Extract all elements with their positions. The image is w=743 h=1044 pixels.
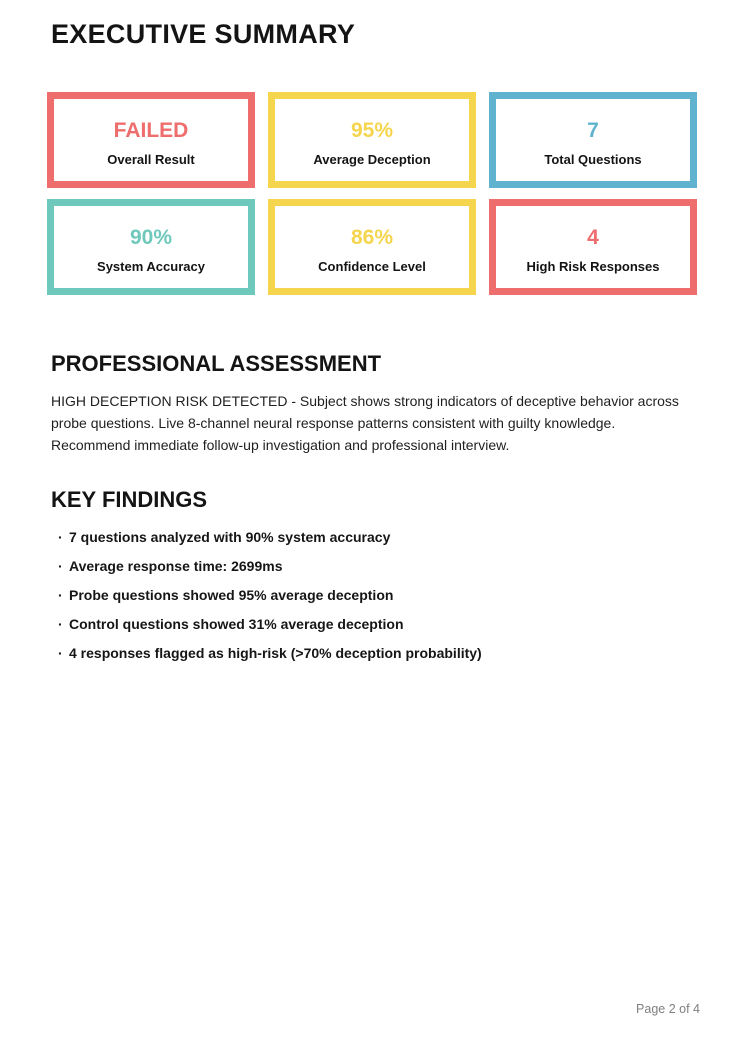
stat-value: 95% (350, 119, 394, 142)
assessment-heading: PROFESSIONAL ASSESSMENT (51, 351, 382, 376)
assessment-body-text: HIGH DECEPTION RISK DETECTED - Subject shows strong indicators of deceptive behavior across probe questions. Live 8-channel neural response patterns consistent with guilty knowledge. Recommend immediate follow-up investigation and professional interview. (51, 393, 679, 453)
finding-item: · Control questions showed 31% average deception (69, 616, 697, 633)
findings-heading: KEY FINDINGS (51, 487, 208, 512)
page-title: EXECUTIVE SUMMARY (51, 19, 356, 49)
summary-cards-grid (47, 92, 697, 295)
finding-item: · Probe questions showed 95% average deception (69, 587, 697, 604)
stat-card (268, 199, 476, 295)
finding-item: · 4 responses flagged as high-risk (>70% deception probability) (69, 645, 697, 662)
stat-value: 86% (350, 226, 394, 249)
stat-label: System Accuracy (97, 259, 205, 274)
stat-label: High Risk Responses (526, 259, 660, 274)
stat-value: 90% (129, 226, 173, 249)
stat-label: Overall Result (107, 152, 195, 167)
stat-label: Confidence Level (318, 259, 426, 274)
stat-value: FAILED (113, 119, 189, 142)
stat-label: Average Deception (313, 152, 431, 167)
findings-list (51, 529, 697, 662)
finding-item: · 7 questions analyzed with 90% system accuracy (69, 529, 697, 546)
stat-card (47, 199, 255, 295)
stat-card (489, 92, 697, 188)
finding-item: · Average response time: 2699ms (69, 558, 697, 575)
page-number: Page 2 of 4 (636, 1002, 700, 1016)
stat-card (47, 92, 255, 188)
stat-card (489, 199, 697, 295)
stat-label: Total Questions (544, 152, 642, 167)
stat-value: 4 (587, 226, 599, 249)
stat-value: 7 (587, 119, 599, 142)
stat-card (268, 92, 476, 188)
